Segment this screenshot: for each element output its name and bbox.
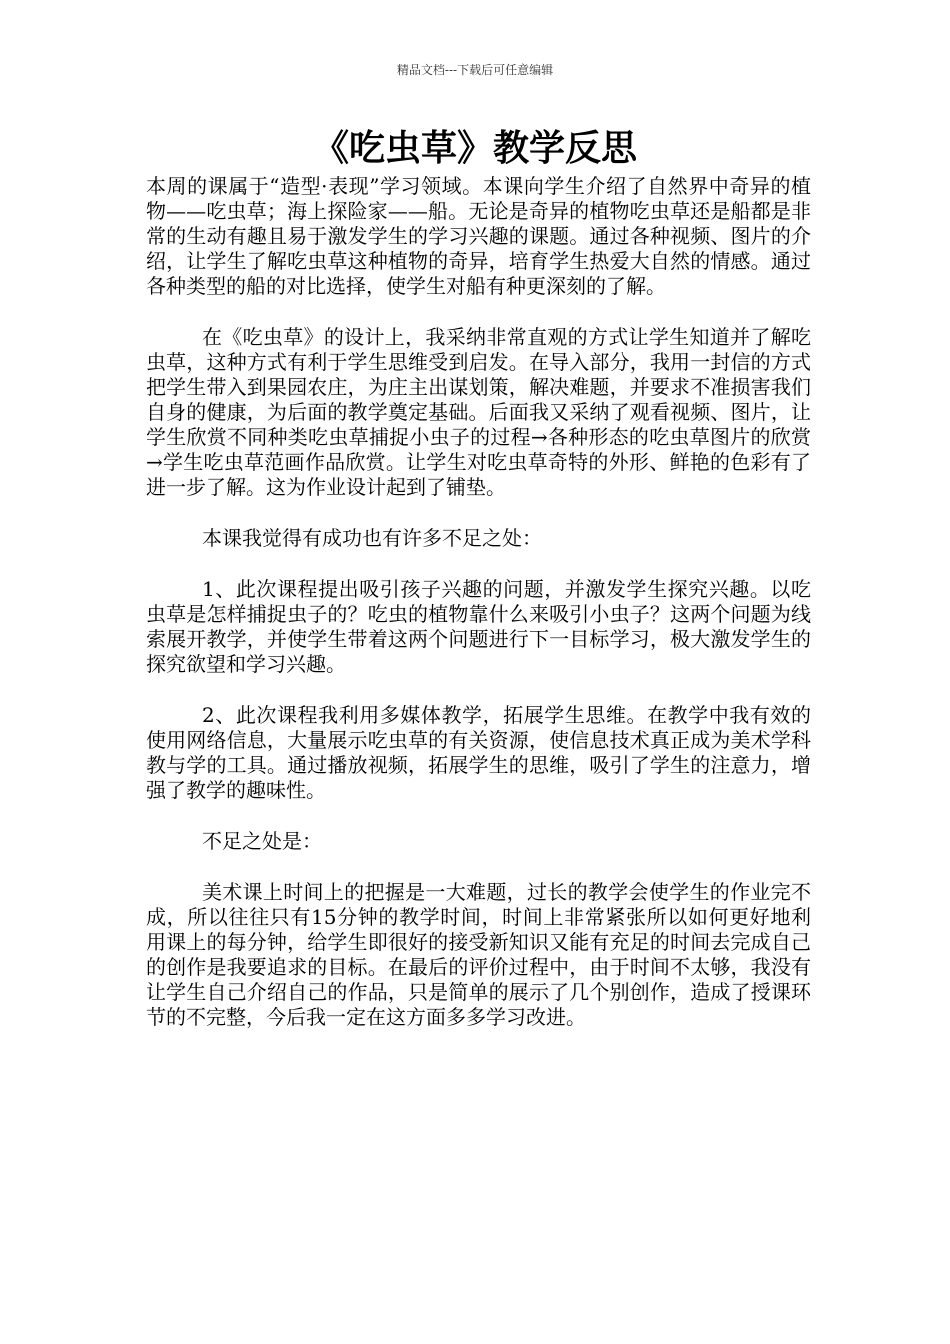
document-title: 《吃虫草》教学反思 (312, 127, 637, 169)
paragraph-gap (146, 551, 811, 577)
paragraph-gap (146, 803, 811, 829)
paragraph-gap (146, 299, 811, 325)
paragraph-gap (146, 854, 811, 880)
paragraph-point-1: 1、此次课程提出吸引孩子兴趣的问题，并激发学生探究兴趣。以吃虫草是怎样捕捉虫子的？吃虫的植物靠什么来吸引小虫子？这两个问题为线索展开教学，并使学生带着这两个问题进行下一目标学习，极大激发学生的探究欲望和学习兴趣。 (146, 577, 811, 676)
paragraph-gap (146, 500, 811, 526)
paragraph-gap (146, 677, 811, 703)
paragraph-point-2: 2、此次课程我利用多媒体教学，拓展学生思维。在教学中我有效的使用网络信息，大量展示吃虫草的有关资源，使信息技术真正成为美术学科教与学的工具。通过播放视频，拓展学生的思维，吸引了学生的注意力，增强了教学的趣味性。 (146, 703, 811, 802)
paragraph-design: 在《吃虫草》的设计上，我采纳非常直观的方式让学生知道并了解吃虫草，这种方式有利于学生思维受到启发。在导入部分，我用一封信的方式把学生带入到果园农庄，为庄主出谋划策，解决难题，并要求不准损害我们自身的健康，为后面的教学奠定基础。后面我又采纳了观看视频、图片，让学生欣赏不同种类吃虫草捕捉小虫子的过程→各种形态的吃虫草图片的欣赏→学生吃虫草范画作品欣赏。让学生对吃虫草奇特的外形、鲜艳的色彩有了进一步了解。这为作业设计起到了铺垫。 (146, 325, 811, 499)
paragraph-shortcomings-heading: 不足之处是： (202, 829, 322, 853)
page-header: 精品文档---下载后可任意编辑 (396, 63, 554, 77)
document-body (146, 174, 811, 1030)
paragraph-shortcomings: 美术课上时间上的把握是一大难题，过长的教学会使学生的作业完不成，所以往往只有15分钟的教学时间，时间上非常紧张所以如何更好地利用课上的每分钟，给学生即很好的接受新知识又能有充足的时间去完成自己的创作是我要追求的目标。在最后的评价过程中，由于时间不太够，我没有让学生自己介绍自己的作品，只是简单的展示了几个别创作，造成了授课环节的不完整，今后我一定在这方面多多学习改进。 (146, 880, 811, 1029)
paragraph-intro: 本周的课属于“造型·表现”学习领域。本课向学生介绍了自然界中奇异的植物——吃虫草；海上探险家——船。无论是奇异的植物吃虫草还是船都是非常的生动有趣且易于激发学生的学习兴趣的课题。通过各种视频、图片的介绍，让学生了解吃虫草这种植物的奇异，培育学生热爱大自然的情感。通过各种类型的船的对比选择，使学生对船有种更深刻的了解。 (146, 174, 811, 298)
paragraph-summary: 本课我觉得有成功也有许多不足之处： (202, 526, 542, 550)
